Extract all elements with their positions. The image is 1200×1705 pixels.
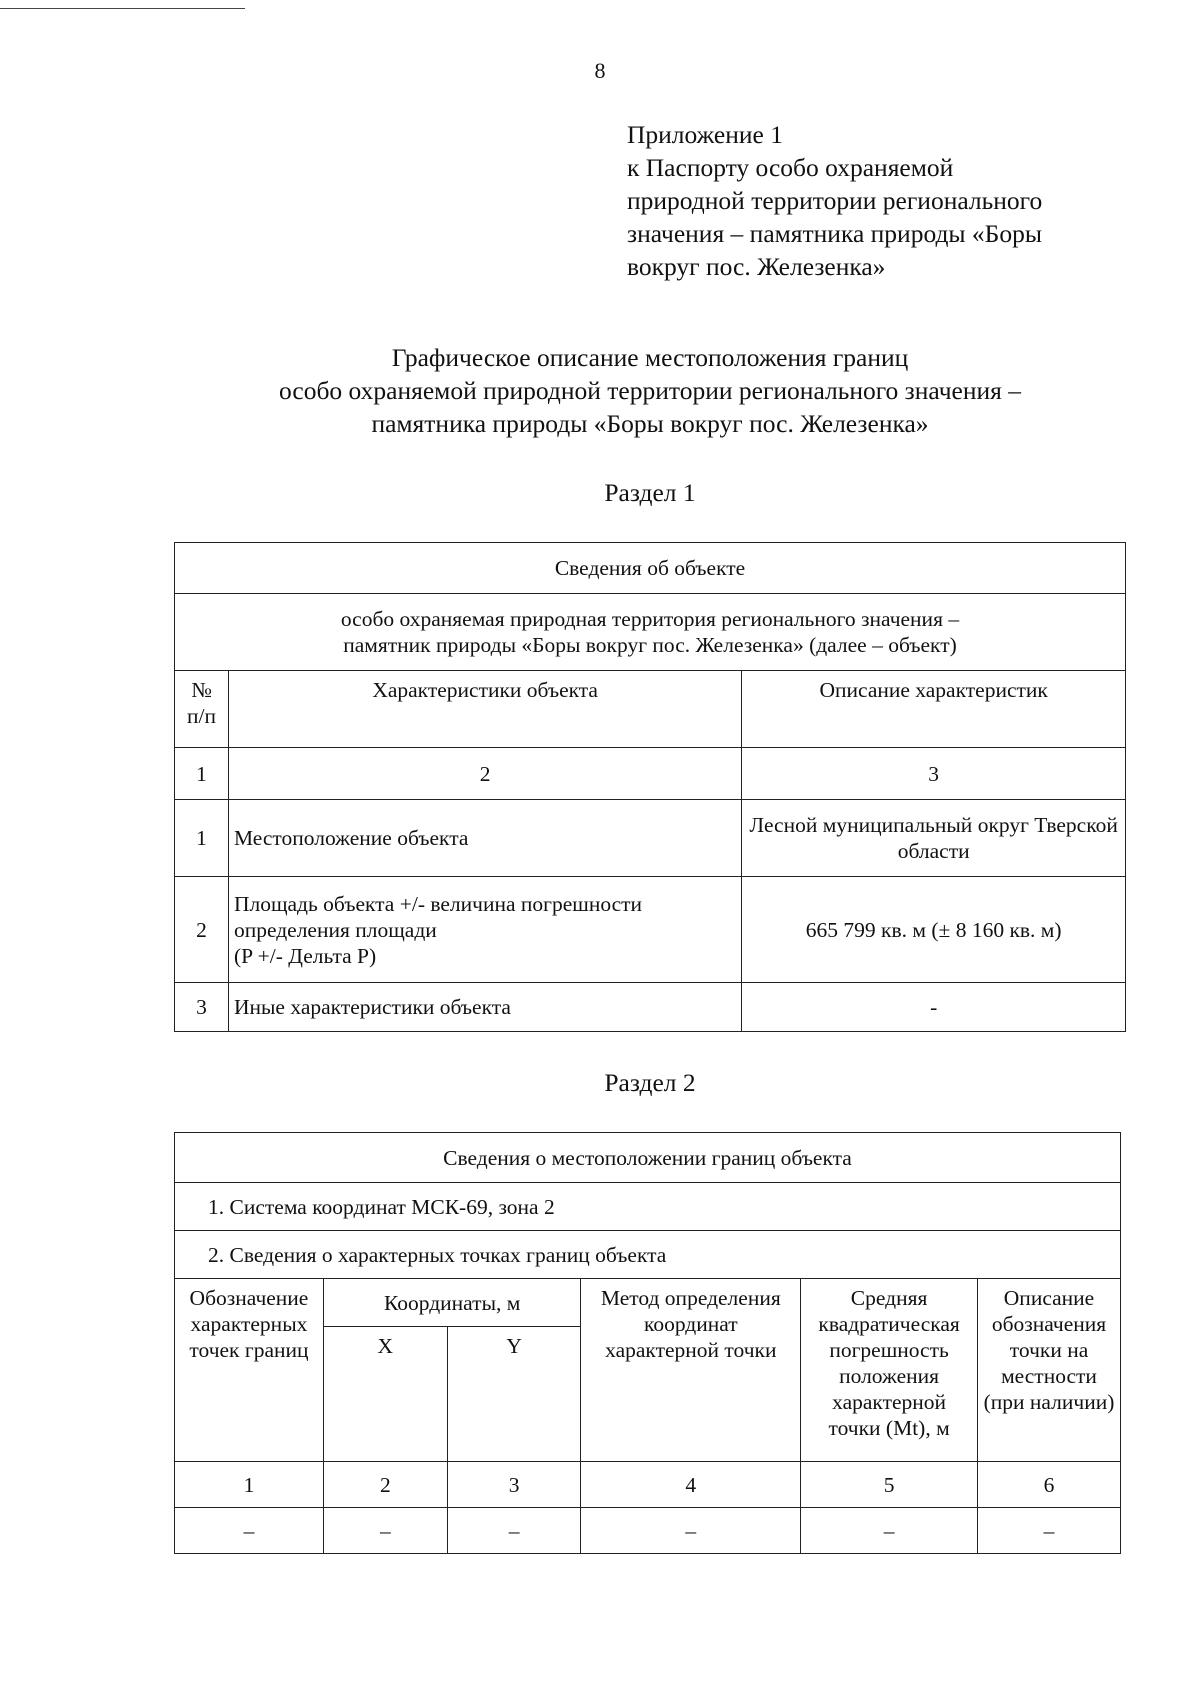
characteristic-line: (P +/- Дельта P) bbox=[233, 943, 377, 968]
object-info-table bbox=[174, 542, 1126, 1032]
coordinate-system: 1. Система координат МСК-69, зона 2 bbox=[175, 1183, 1121, 1231]
data-cell: – bbox=[175, 1508, 324, 1554]
column-number: 3 bbox=[447, 1462, 581, 1508]
object-line: особо охраняемая природная территория регионального значения – bbox=[340, 607, 960, 631]
table-row bbox=[175, 877, 1126, 983]
data-cell: – bbox=[978, 1508, 1121, 1554]
table-header: Сведения о местоположении границ объекта bbox=[175, 1133, 1121, 1183]
column-number: 3 bbox=[742, 748, 1126, 800]
object-name-cell bbox=[175, 594, 1126, 671]
appendix-line: вокруг пос. Железенка» bbox=[627, 252, 886, 281]
appendix-note bbox=[627, 118, 1042, 283]
col-header-method: Метод определения координат характерной точки bbox=[581, 1279, 801, 1462]
data-cell: – bbox=[581, 1508, 801, 1554]
row-number: 1 bbox=[175, 800, 229, 877]
column-number: 1 bbox=[175, 748, 229, 800]
table-row bbox=[175, 983, 1126, 1032]
description-cell: - bbox=[742, 983, 1126, 1032]
col-header-y: Y bbox=[447, 1327, 581, 1462]
top-rule bbox=[0, 8, 245, 9]
characteristic-line: Площадь объекта +/- величина погрешности bbox=[233, 891, 643, 916]
col-header-mean-error: Средняя квадратическая погрешность положения характерной точки (Mt), м bbox=[801, 1279, 978, 1462]
column-number: 6 bbox=[978, 1462, 1121, 1508]
table-header: Сведения об объекте bbox=[175, 543, 1126, 594]
column-number: 1 bbox=[175, 1462, 324, 1508]
characteristic-cell bbox=[228, 877, 741, 983]
page-number: 8 bbox=[594, 58, 606, 83]
col-header-location-description: Описание обозначения точки на местности (при наличии) bbox=[978, 1279, 1121, 1462]
appendix-line: природной территории регионального bbox=[627, 186, 1043, 215]
title-line: Графическое описание местоположения границ bbox=[391, 343, 909, 372]
characteristic-cell: Местоположение объекта bbox=[228, 800, 741, 877]
col-header-no: № п/п bbox=[175, 671, 229, 748]
column-number: 2 bbox=[323, 1462, 447, 1508]
row-number: 3 bbox=[175, 983, 229, 1032]
col-header-coordinates: Координаты, м bbox=[323, 1279, 581, 1327]
points-info: 2. Сведения о характерных точках границ объекта bbox=[175, 1231, 1121, 1279]
appendix-line: значения – памятника природы «Боры bbox=[627, 219, 1042, 248]
col-header-point-designation: Обозначение характерных точек границ bbox=[175, 1279, 324, 1462]
object-line: памятник природы «Боры вокруг пос. Железенка» (далее – объект) bbox=[343, 633, 957, 657]
data-cell: – bbox=[801, 1508, 978, 1554]
col-header-x: X bbox=[323, 1327, 447, 1462]
document-title bbox=[0, 341, 1200, 440]
data-cell: – bbox=[323, 1508, 447, 1554]
characteristic-cell: Иные характеристики объекта bbox=[228, 983, 741, 1032]
appendix-line: Приложение 1 bbox=[627, 120, 783, 149]
table-row bbox=[175, 1508, 1121, 1554]
column-number: 5 bbox=[801, 1462, 978, 1508]
section2-heading: Раздел 2 bbox=[604, 1068, 696, 1097]
column-number: 4 bbox=[581, 1462, 801, 1508]
table-row bbox=[175, 800, 1126, 877]
title-line: особо охраняемой природной территории регионального значения – bbox=[279, 376, 1021, 405]
description-cell: 665 799 кв. м (± 8 160 кв. м) bbox=[742, 877, 1126, 983]
col-header-description: Описание характеристик bbox=[742, 671, 1126, 748]
row-number: 2 bbox=[175, 877, 229, 983]
column-number: 2 bbox=[228, 748, 741, 800]
appendix-line: к Паспорту особо охраняемой bbox=[627, 153, 954, 182]
title-line: памятника природы «Боры вокруг пос. Железенка» bbox=[371, 409, 929, 438]
col-header-characteristic: Характеристики объекта bbox=[228, 671, 741, 748]
boundary-points-table bbox=[174, 1132, 1121, 1554]
description-cell: Лесной муниципальный округ Тверской области bbox=[742, 800, 1126, 877]
characteristic-line: определения площади bbox=[233, 917, 437, 942]
section1-heading: Раздел 1 bbox=[604, 478, 696, 507]
data-cell: – bbox=[447, 1508, 581, 1554]
